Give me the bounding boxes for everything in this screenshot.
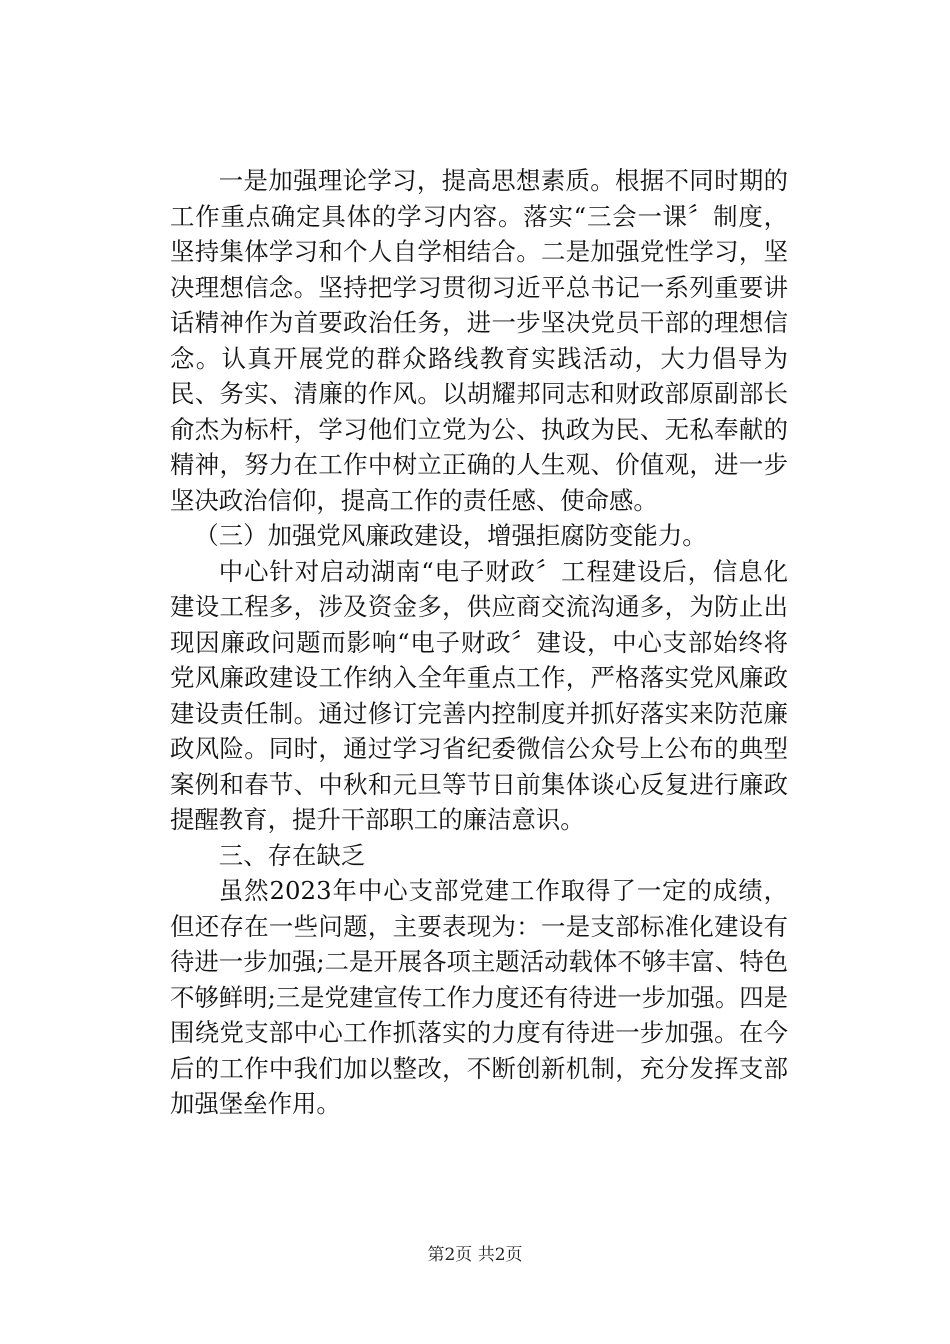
section-heading-shortcomings: 三、存在缺乏 — [218, 840, 366, 870]
paragraph-shortcomings: 虽然2023年中心支部党建工作取得了一定的成绩，但还存在一些问题，主要表现为：一是支部标准化建设有待进一步加强;二是开展各项主题活动载体不够丰富、特色不够鲜明;三是党建宣传工作力度还有待进一步加强。四是围绕党支部中心工作抓落实的力度有待进一步加强。在今后的工作中我们加以整改，不断创新机制，充分发挥支部加强堡垒作用。 — [170, 876, 788, 1118]
paragraph-clean-governance: 中心针对启动湖南“电子财政〞工程建设后，信息化建设工程多，涉及资金多，供应商交流沟通多，为防止出现因廉政问题而影响“电子财政〞建设，中心支部始终将党风廉政建设工作纳入全年重点工作，严格落实党风廉政建设责任制。通过修订完善内控制度并抓好落实来防范廉政风险。同时，通过学习省纪委微信公众号上公布的典型案例和春节、中秋和元旦等节日前集体谈心反复进行廉政提醒教育，提升干部职工的廉洁意识。 — [170, 556, 788, 834]
section-heading-clean-governance: （三）加强党风廉政建设，增强拒腐防变能力。 — [194, 521, 707, 550]
paragraph-theory-study: 一是加强理论学习，提高思想素质。根据不同时期的工作重点确定具体的学习内容。落实“三会一课〞制度，坚持集体学习和个人自学相结合。二是加强党性学习，坚决理想信念。坚持把学习贯彻习近平总书记一系列重要讲话精神作为首要政治任务，进一步坚决党员干部的理想信念。认真开展党的群众路线教育实践活动，大力倡导为民、务实、清廉的作风。以胡耀邦同志和财政部原副部长俞杰为标杆，学习他们立党为公、执政为民、无私奉献的精神，努力在工作中树立正确的人生观、价值观，进一步坚决政治信仰，提高工作的责任感、使命感。 — [170, 166, 788, 515]
page-number-footer: 第2页 共2页 — [427, 1245, 523, 1265]
document-body — [170, 163, 788, 1122]
